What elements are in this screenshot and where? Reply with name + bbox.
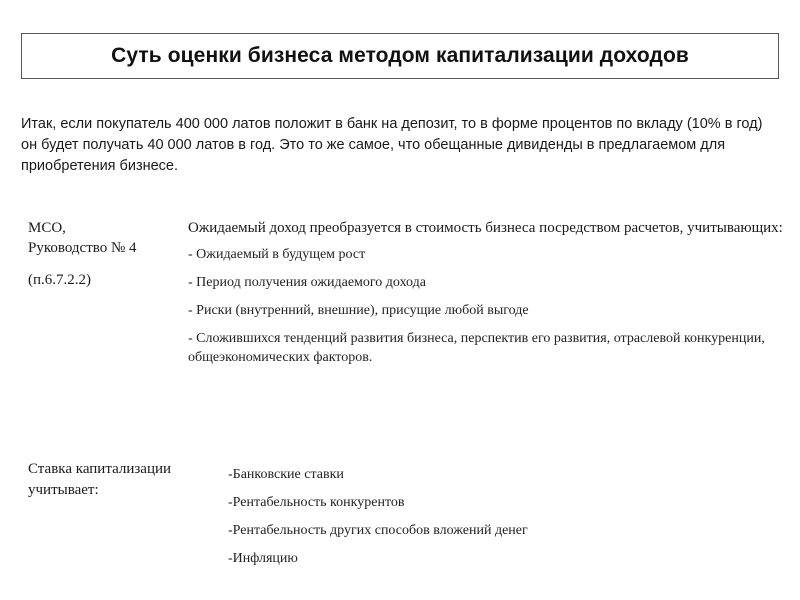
factors-block <box>188 218 788 376</box>
factor-item: - Ожидаемый в будущем рост <box>188 247 366 262</box>
factors-lead: Ожидаемый доход преобразуется в стоимость бизнеса посредством расчетов, учитывающих: <box>188 220 783 236</box>
rate-item: -Рентабельность конкурентов <box>228 495 405 510</box>
intro-paragraph: Итак, если покупатель 400 000 латов положит в банк на депозит, то в форме процентов по вкладу (10% в год) он будет получать 40 000 латов в год. Это то же самое, что обещанные дивиденды в предлагаемом для приобретения бизнесе. <box>21 116 763 174</box>
title-box <box>21 33 779 79</box>
rate-label: Ставка капитализации учитывает: <box>28 461 172 498</box>
factor-item: - Риски (внутренний, внешние), присущие любой выгоде <box>188 303 529 318</box>
mco-ref: (п.6.7.2.2) <box>28 272 92 288</box>
mco-line-2: Руководство № 4 <box>28 240 137 256</box>
slide-title: Суть оценки бизнеса методом капитализации доходов <box>111 44 689 67</box>
factor-item: - Период получения ожидаемого дохода <box>188 275 426 290</box>
rate-item: -Рентабельность других способов вложений денег <box>228 523 528 538</box>
rate-list <box>228 465 728 577</box>
rate-item: -Банковские ставки <box>228 467 344 482</box>
mco-line-1: МСО, <box>28 220 66 236</box>
mco-reference <box>28 218 178 290</box>
rate-item: -Инфляцию <box>228 551 298 566</box>
factor-item: - Сложившихся тенденций развития бизнеса, перспектив его развития, отраслевой конкуренции, общеэкономических факторов. <box>188 331 765 365</box>
